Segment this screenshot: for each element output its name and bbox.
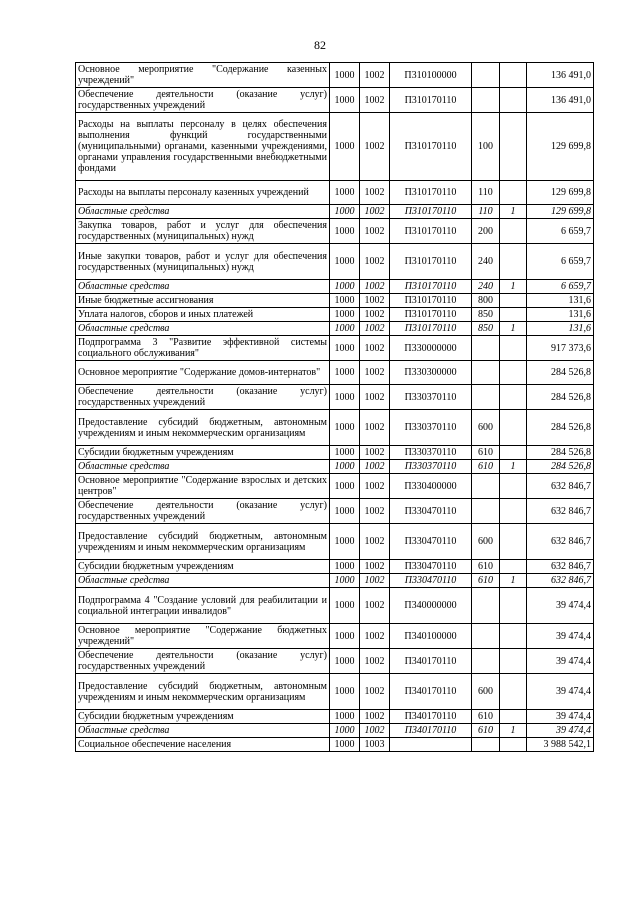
target-article-code: П310170110	[390, 322, 472, 336]
section-code: 1000	[330, 499, 360, 524]
expense-name: Областные средства	[76, 724, 330, 738]
target-article-code: П330470110	[390, 560, 472, 574]
expense-type-code	[472, 361, 500, 385]
table-row	[76, 181, 594, 205]
subsection-code: 1002	[360, 724, 390, 738]
target-article-code: П330300000	[390, 361, 472, 385]
target-article-code: П310170110	[390, 219, 472, 244]
expense-type-code: 610	[472, 710, 500, 724]
subsection-code: 1002	[360, 63, 390, 88]
target-article-code: П340170110	[390, 674, 472, 710]
subsection-code: 1002	[360, 181, 390, 205]
section-code: 1000	[330, 181, 360, 205]
subsection-code: 1003	[360, 738, 390, 752]
amount: 6 659,7	[527, 244, 594, 280]
table-row	[76, 63, 594, 88]
table-row	[76, 219, 594, 244]
amount: 39 474,4	[527, 588, 594, 624]
amount: 131,6	[527, 322, 594, 336]
table-row	[76, 244, 594, 280]
section-code: 1000	[330, 649, 360, 674]
amount: 39 474,4	[527, 724, 594, 738]
target-article-code: П330400000	[390, 474, 472, 499]
target-article-code: П340170110	[390, 710, 472, 724]
funding-source-code	[500, 410, 527, 446]
expense-type-code: 850	[472, 322, 500, 336]
subsection-code: 1002	[360, 205, 390, 219]
expense-type-code: 850	[472, 308, 500, 322]
expense-name: Обеспечение деятельности (оказание услуг) государственных учреждений	[76, 88, 330, 113]
expense-name: Областные средства	[76, 460, 330, 474]
page-number: 82	[314, 38, 326, 52]
expense-name: Субсидии бюджетным учреждениям	[76, 446, 330, 460]
expense-name: Иные закупки товаров, работ и услуг для обеспечения государственных (муниципальных) нужд	[76, 244, 330, 280]
subsection-code: 1002	[360, 244, 390, 280]
section-code: 1000	[330, 294, 360, 308]
target-article-code: П310170110	[390, 280, 472, 294]
section-code: 1000	[330, 574, 360, 588]
section-code: 1000	[330, 560, 360, 574]
subsection-code: 1002	[360, 308, 390, 322]
target-article-code: П310170110	[390, 205, 472, 219]
amount: 284 526,8	[527, 446, 594, 460]
expense-name: Предоставление субсидий бюджетным, автономным учреждениям и иным некоммерческим организациям	[76, 410, 330, 446]
amount: 129 699,8	[527, 181, 594, 205]
subsection-code: 1002	[360, 385, 390, 410]
amount: 284 526,8	[527, 410, 594, 446]
table-row	[76, 738, 594, 752]
funding-source-code	[500, 181, 527, 205]
expense-type-code: 240	[472, 280, 500, 294]
section-code: 1000	[330, 446, 360, 460]
target-article-code: П330470110	[390, 524, 472, 560]
section-code: 1000	[330, 113, 360, 181]
subsection-code: 1002	[360, 710, 390, 724]
expense-type-code: 800	[472, 294, 500, 308]
expense-name: Основное мероприятие "Содержание взрослых и детских центров"	[76, 474, 330, 499]
expense-name: Областные средства	[76, 574, 330, 588]
section-code: 1000	[330, 724, 360, 738]
target-article-code: П310170110	[390, 294, 472, 308]
funding-source-code: 1	[500, 205, 527, 219]
amount: 284 526,8	[527, 460, 594, 474]
section-code: 1000	[330, 410, 360, 446]
section-code: 1000	[330, 244, 360, 280]
budget-table	[75, 62, 594, 752]
funding-source-code: 1	[500, 460, 527, 474]
target-article-code: П340000000	[390, 588, 472, 624]
table-row	[76, 280, 594, 294]
amount: 632 846,7	[527, 499, 594, 524]
section-code: 1000	[330, 63, 360, 88]
section-code: 1000	[330, 674, 360, 710]
target-article-code	[390, 738, 472, 752]
funding-source-code: 1	[500, 724, 527, 738]
expense-type-code	[472, 588, 500, 624]
subsection-code: 1002	[360, 294, 390, 308]
amount: 632 846,7	[527, 474, 594, 499]
funding-source-code	[500, 738, 527, 752]
funding-source-code	[500, 710, 527, 724]
section-code: 1000	[330, 474, 360, 499]
funding-source-code	[500, 524, 527, 560]
expense-type-code	[472, 385, 500, 410]
subsection-code: 1002	[360, 219, 390, 244]
table-row	[76, 361, 594, 385]
amount: 284 526,8	[527, 361, 594, 385]
amount: 39 474,4	[527, 710, 594, 724]
amount: 3 988 542,1	[527, 738, 594, 752]
expense-name: Закупка товаров, работ и услуг для обеспечения государственных (муниципальных) нужд	[76, 219, 330, 244]
section-code: 1000	[330, 308, 360, 322]
funding-source-code: 1	[500, 280, 527, 294]
section-code: 1000	[330, 460, 360, 474]
section-code: 1000	[330, 361, 360, 385]
section-code: 1000	[330, 524, 360, 560]
section-code: 1000	[330, 385, 360, 410]
funding-source-code	[500, 244, 527, 280]
table-row	[76, 649, 594, 674]
funding-source-code	[500, 63, 527, 88]
subsection-code: 1002	[360, 499, 390, 524]
subsection-code: 1002	[360, 88, 390, 113]
subsection-code: 1002	[360, 460, 390, 474]
funding-source-code	[500, 361, 527, 385]
expense-type-code: 610	[472, 460, 500, 474]
funding-source-code	[500, 308, 527, 322]
expense-type-code: 110	[472, 181, 500, 205]
amount: 39 474,4	[527, 624, 594, 649]
target-article-code: П310170110	[390, 181, 472, 205]
table-row	[76, 624, 594, 649]
table-row	[76, 113, 594, 181]
expense-type-code: 610	[472, 446, 500, 460]
section-code: 1000	[330, 88, 360, 113]
table-row	[76, 588, 594, 624]
subsection-code: 1002	[360, 524, 390, 560]
table-row	[76, 674, 594, 710]
target-article-code: П340170110	[390, 649, 472, 674]
section-code: 1000	[330, 322, 360, 336]
subsection-code: 1002	[360, 560, 390, 574]
amount: 136 491,0	[527, 63, 594, 88]
funding-source-code	[500, 385, 527, 410]
section-code: 1000	[330, 205, 360, 219]
amount: 136 491,0	[527, 88, 594, 113]
table-row	[76, 336, 594, 361]
subsection-code: 1002	[360, 574, 390, 588]
target-article-code: П330370110	[390, 460, 472, 474]
funding-source-code	[500, 499, 527, 524]
subsection-code: 1002	[360, 624, 390, 649]
expense-type-code: 240	[472, 244, 500, 280]
expense-name: Основное мероприятие "Содержание казенных учреждений"	[76, 63, 330, 88]
table-row	[76, 205, 594, 219]
table-row	[76, 499, 594, 524]
table-row	[76, 560, 594, 574]
expense-type-code	[472, 88, 500, 113]
expense-type-code	[472, 63, 500, 88]
amount: 284 526,8	[527, 385, 594, 410]
expense-name: Расходы на выплаты персоналу казенных учреждений	[76, 181, 330, 205]
section-code: 1000	[330, 280, 360, 294]
table-row	[76, 474, 594, 499]
funding-source-code	[500, 560, 527, 574]
amount: 129 699,8	[527, 113, 594, 181]
target-article-code: П340100000	[390, 624, 472, 649]
funding-source-code	[500, 219, 527, 244]
expense-type-code: 610	[472, 560, 500, 574]
expense-type-code: 600	[472, 674, 500, 710]
expense-type-code: 100	[472, 113, 500, 181]
expense-type-code	[472, 649, 500, 674]
amount: 131,6	[527, 294, 594, 308]
funding-source-code	[500, 588, 527, 624]
amount: 131,6	[527, 308, 594, 322]
expense-name: Расходы на выплаты персоналу в целях обеспечения выполнения функций государственными (муниципальными) органами, казенными учреждениями, органами управления государственными внебюджетными фондами	[76, 113, 330, 181]
subsection-code: 1002	[360, 322, 390, 336]
subsection-code: 1002	[360, 113, 390, 181]
target-article-code: П330470110	[390, 574, 472, 588]
subsection-code: 1002	[360, 474, 390, 499]
table-row	[76, 410, 594, 446]
expense-type-code: 600	[472, 524, 500, 560]
target-article-code: П310170110	[390, 113, 472, 181]
funding-source-code: 1	[500, 574, 527, 588]
amount: 917 373,6	[527, 336, 594, 361]
funding-source-code	[500, 446, 527, 460]
amount: 39 474,4	[527, 674, 594, 710]
expense-name: Обеспечение деятельности (оказание услуг) государственных учреждений	[76, 499, 330, 524]
funding-source-code	[500, 336, 527, 361]
table-row	[76, 460, 594, 474]
amount: 39 474,4	[527, 649, 594, 674]
table-row	[76, 710, 594, 724]
amount: 129 699,8	[527, 205, 594, 219]
target-article-code: П310100000	[390, 63, 472, 88]
table-row	[76, 574, 594, 588]
expense-type-code	[472, 738, 500, 752]
table-row	[76, 308, 594, 322]
funding-source-code	[500, 294, 527, 308]
subsection-code: 1002	[360, 649, 390, 674]
expense-name: Обеспечение деятельности (оказание услуг) государственных учреждений	[76, 385, 330, 410]
section-code: 1000	[330, 738, 360, 752]
section-code: 1000	[330, 624, 360, 649]
funding-source-code: 1	[500, 322, 527, 336]
expense-name: Субсидии бюджетным учреждениям	[76, 560, 330, 574]
section-code: 1000	[330, 710, 360, 724]
expense-type-code: 610	[472, 574, 500, 588]
amount: 632 846,7	[527, 574, 594, 588]
expense-type-code: 610	[472, 724, 500, 738]
target-article-code: П310170110	[390, 308, 472, 322]
target-article-code: П330370110	[390, 385, 472, 410]
table-row	[76, 322, 594, 336]
funding-source-code	[500, 88, 527, 113]
expense-type-code	[472, 336, 500, 361]
expense-type-code	[472, 499, 500, 524]
subsection-code: 1002	[360, 410, 390, 446]
table-row	[76, 294, 594, 308]
funding-source-code	[500, 649, 527, 674]
target-article-code: П330000000	[390, 336, 472, 361]
expense-type-code: 600	[472, 410, 500, 446]
expense-type-code	[472, 624, 500, 649]
target-article-code: П330370110	[390, 410, 472, 446]
expense-name: Предоставление субсидий бюджетным, автономным учреждениям и иным некоммерческим организациям	[76, 674, 330, 710]
expense-type-code: 200	[472, 219, 500, 244]
subsection-code: 1002	[360, 446, 390, 460]
table-row	[76, 524, 594, 560]
expense-name: Основное мероприятие "Содержание домов-интернатов"	[76, 361, 330, 385]
section-code: 1000	[330, 219, 360, 244]
amount: 632 846,7	[527, 524, 594, 560]
expense-name: Основное мероприятие "Содержание бюджетных учреждений"	[76, 624, 330, 649]
expense-name: Областные средства	[76, 280, 330, 294]
amount: 6 659,7	[527, 280, 594, 294]
amount: 6 659,7	[527, 219, 594, 244]
expense-type-code	[472, 474, 500, 499]
expense-type-code: 110	[472, 205, 500, 219]
subsection-code: 1002	[360, 674, 390, 710]
table-row	[76, 88, 594, 113]
funding-source-code	[500, 113, 527, 181]
expense-name: Областные средства	[76, 205, 330, 219]
table-row	[76, 385, 594, 410]
funding-source-code	[500, 474, 527, 499]
section-code: 1000	[330, 588, 360, 624]
target-article-code: П310170110	[390, 244, 472, 280]
table-row	[76, 724, 594, 738]
section-code: 1000	[330, 336, 360, 361]
expense-name: Областные средства	[76, 322, 330, 336]
funding-source-code	[500, 624, 527, 649]
target-article-code: П310170110	[390, 88, 472, 113]
expense-name: Иные бюджетные ассигнования	[76, 294, 330, 308]
funding-source-code	[500, 674, 527, 710]
subsection-code: 1002	[360, 280, 390, 294]
subsection-code: 1002	[360, 361, 390, 385]
expense-name: Подпрограмма 4 "Создание условий для реабилитации и социальной интеграции инвалидов"	[76, 588, 330, 624]
target-article-code: П340170110	[390, 724, 472, 738]
target-article-code: П330370110	[390, 446, 472, 460]
expense-name: Социальное обеспечение населения	[76, 738, 330, 752]
amount: 632 846,7	[527, 560, 594, 574]
table-row	[76, 446, 594, 460]
subsection-code: 1002	[360, 336, 390, 361]
expense-name: Подпрограмма 3 "Развитие эффективной системы социального обслуживания"	[76, 336, 330, 361]
target-article-code: П330470110	[390, 499, 472, 524]
expense-name: Предоставление субсидий бюджетным, автономным учреждениям и иным некоммерческим организациям	[76, 524, 330, 560]
expense-name: Обеспечение деятельности (оказание услуг) государственных учреждений	[76, 649, 330, 674]
subsection-code: 1002	[360, 588, 390, 624]
expense-name: Уплата налогов, сборов и иных платежей	[76, 308, 330, 322]
expense-name: Субсидии бюджетным учреждениям	[76, 710, 330, 724]
